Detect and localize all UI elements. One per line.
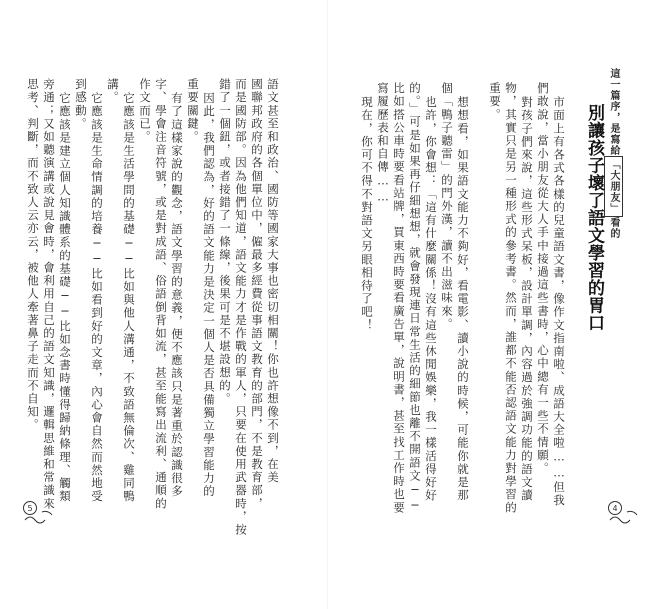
body-column: 講。 — [106, 78, 120, 105]
body-column: 市面上有各式各樣的兒童語文書，像作文指南啦、成語大全啦……但我 — [552, 96, 566, 508]
page-number-badge — [22, 498, 56, 528]
left-page — [0, 0, 327, 609]
body-column: 旁通；又如聽演講或說見會時，會利用自己的語文知識，邏輯思維和常識來 — [42, 78, 56, 511]
body-column: 重要關鍵。 — [186, 78, 200, 144]
body-column: 有了這樣家說的觀念，語文學習的意義，便不應該只是著重於認識很多 — [170, 92, 184, 499]
body-column: 寫履歷表和自傳…… — [376, 82, 390, 205]
page-number-badge — [607, 498, 641, 528]
body-column: 它應該是生活學問的基礎──比如與他人溝通，不致語無倫次、雞同鴨 — [122, 92, 136, 504]
body-column: 因此，我們認為，好的語文能力是決定一個人是否具備獨立學習能力的 — [202, 92, 216, 499]
subtitle-text: 這一篇序，是寫給 — [608, 68, 619, 156]
body-column: 比如搭公車時要看站牌，買東西時要看廣告單，說明書，甚至找工作時也要 — [392, 82, 406, 515]
body-column: 對孩子們來說，這些形式呆板，設計單調，內容過於強調功能的語文讀 — [520, 96, 534, 503]
body-column: 國聯邦政府的各個單位中，僱最多經費從事語文教育的部門，不是教育部， — [250, 78, 264, 511]
body-column: 作文而已。 — [138, 78, 152, 144]
body-column: 思考、判斷，而不致人云亦云，被他人牽著鼻子走而不自知。 — [26, 78, 40, 432]
body-column: 到感動。 — [74, 78, 88, 131]
body-column: 錯了一個鈕，或者接錯了一條線，後果可是不堪設想的。 — [218, 78, 232, 406]
body-column: 它應該是建立個人知識體系的基礎──比如念書時懂得歸納條理、觸類 — [58, 92, 72, 504]
body-column: 物，其實只是另一種形式的參考書。然而，誰都不能否認語文能力對學習的 — [504, 82, 518, 515]
body-column: 語文甚至和政治、國防等國家大事也密切相關！你也許想像不到，在美 — [266, 78, 280, 485]
right-page — [327, 0, 655, 609]
body-column: 們敢說，當小朋友從大人手中接過這些書時，心中總有一些不情願。 — [536, 82, 550, 475]
body-column: 的。」可是如果再仔細想想，就會發現連日常生活的細節也離不開語文── — [408, 82, 422, 514]
page-number: 4 — [612, 504, 618, 513]
body-column: 想想看，如果語文能力不夠好，看電影、讀小說的時候，可能你就是那 — [456, 96, 470, 503]
subtitle-text: 看的 — [608, 217, 619, 239]
flower-icon — [607, 498, 641, 528]
body-column: 它應該是生命情調的培養──比如看到好的文章，內心會自然而然地受 — [90, 92, 104, 504]
body-column: 個「鴨子聽雷」的門外漢，讀不出滋味來。 — [440, 82, 454, 331]
page-number: 5 — [27, 504, 33, 513]
subtitle-highlight: 「大朋友」 — [604, 156, 623, 217]
body-column: 也許，你會想：「這有什麼關係！沒有這些休閒娛樂，我一樣活得好好 — [424, 96, 438, 503]
body-column: 重要。 — [488, 82, 502, 122]
page-title: 別讓孩子壞了語文學習的胃口 — [584, 104, 604, 332]
body-column: 而是國防部。因為他們知道，語文能力才是作戰的軍人，只要在使用武器時，按 — [234, 78, 248, 537]
flower-icon — [22, 498, 56, 528]
body-column: 字、學會注音符號，或是對成語、俗語倒背如流，甚至能寫出流利、通順的 — [154, 78, 168, 511]
body-column: 現在，你可不得不對語文另眼相待了吧！ — [360, 96, 374, 332]
